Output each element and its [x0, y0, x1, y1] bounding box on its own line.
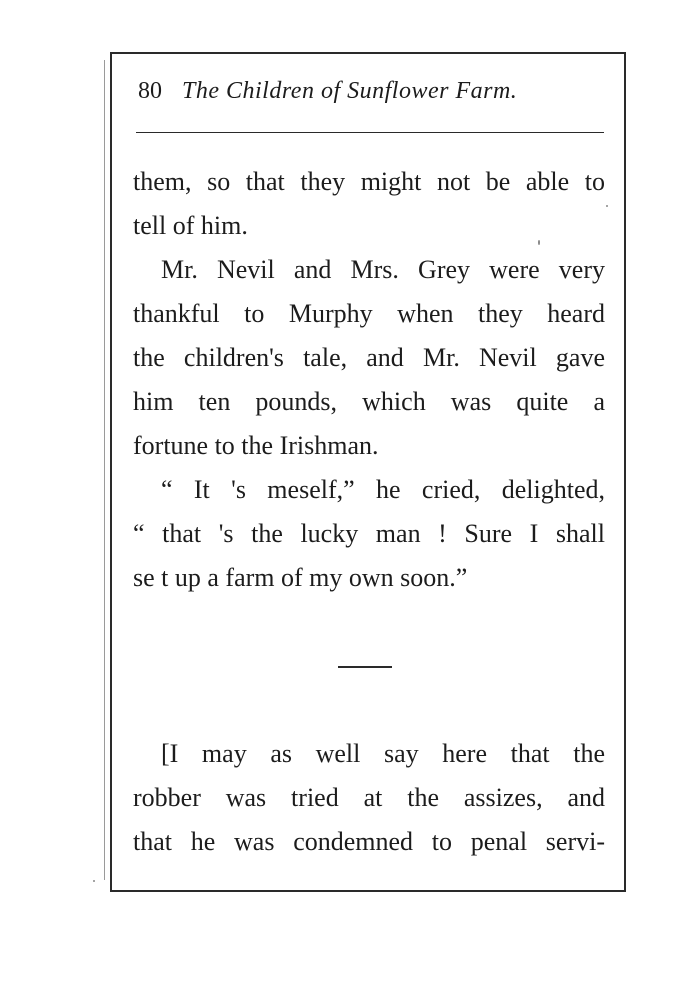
text-line: the children's tale, and Mr. Nevil gave: [133, 343, 605, 372]
text-line: robber was tried at the assizes, and: [133, 783, 605, 812]
paper-speck: [538, 240, 540, 245]
section-divider: [338, 666, 392, 668]
text-line: that he was condemned to penal servi-: [133, 827, 605, 856]
text-line: him ten pounds, which was quite a: [133, 387, 605, 416]
text-block-upper: [133, 160, 605, 600]
text-line: tell of him.: [133, 211, 248, 240]
text-line: thankful to Murphy when they heard: [133, 299, 605, 328]
text-line: Mr. Nevil and Mrs. Grey were very: [161, 255, 605, 284]
paper-speck: [93, 880, 95, 882]
text-line: them, so that they might not be able to: [133, 167, 605, 196]
paper-speck: [606, 205, 608, 207]
text-line: “ It 's meself,” he cried, delighted,: [161, 475, 605, 504]
text-line: [I may as well say here that the: [161, 739, 605, 768]
text-line: “ that 's the lucky man ! Sure I shall: [133, 519, 605, 548]
text-line: fortune to the Irishman.: [133, 431, 379, 460]
border-margin-line: [104, 60, 105, 880]
running-title: The Children of Sunflower Farm.: [182, 78, 518, 104]
header-rule: [136, 132, 604, 133]
page-header: [138, 78, 608, 114]
text-block-lower: [133, 732, 605, 864]
text-line: se t up a farm of my own soon.”: [133, 563, 468, 592]
page-number: 80: [138, 78, 162, 104]
